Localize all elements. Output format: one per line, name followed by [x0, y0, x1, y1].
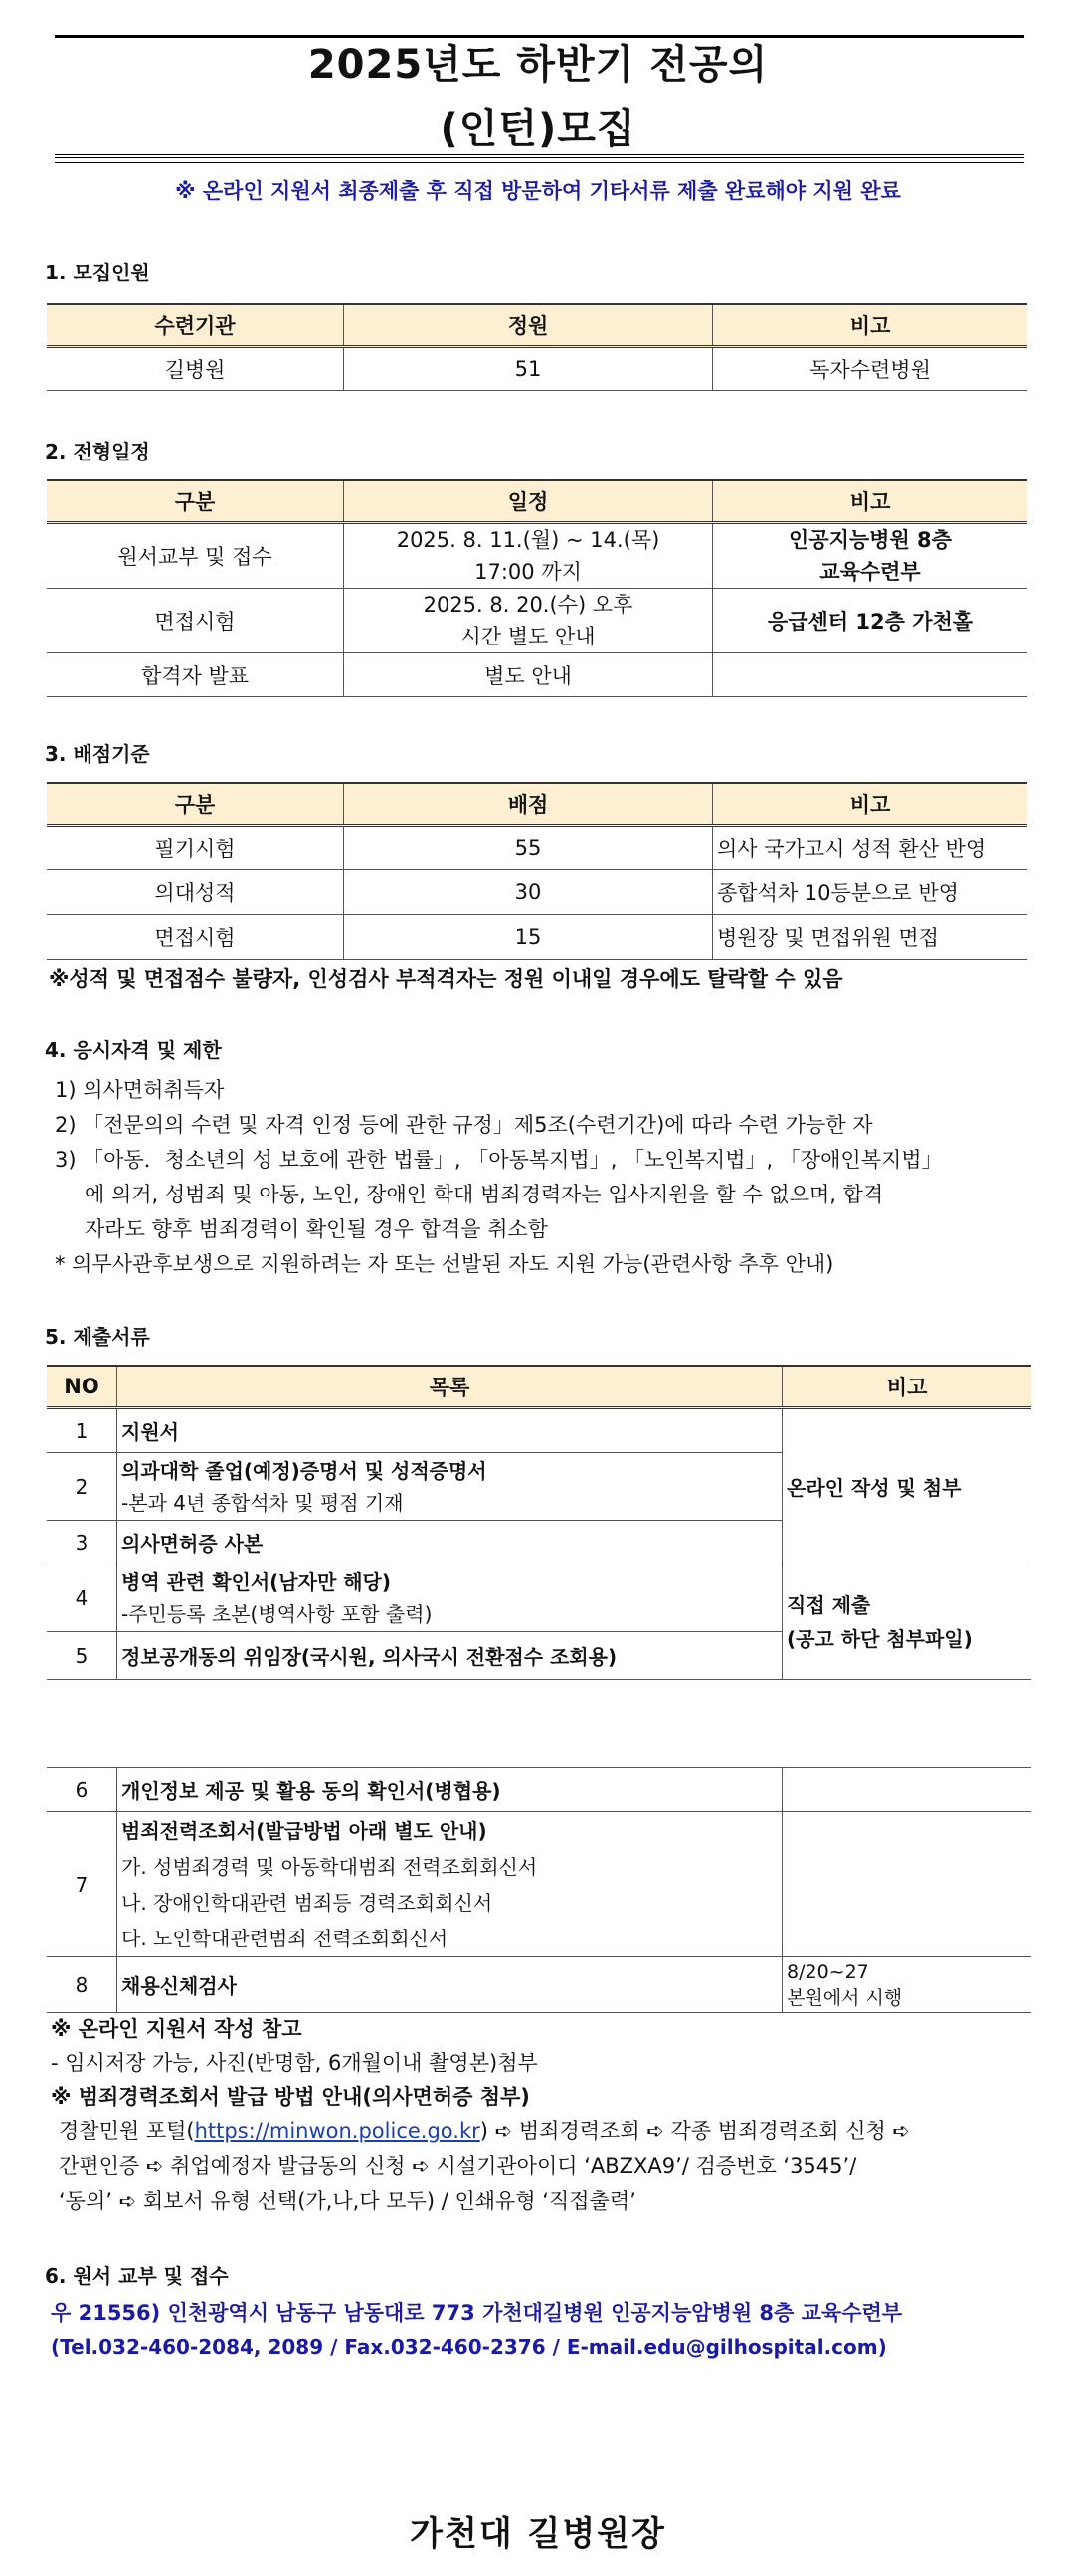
note-online: 온라인 작성 및 첨부 — [783, 1408, 1032, 1564]
cell — [783, 1768, 1032, 1812]
doc-item: 정보공개동의 위임장(국시원, 의사국시 전환점수 조회용) — [117, 1632, 783, 1680]
cell: 2025. 8. 11.(월) ~ 14.(목) 17:00 까지 — [344, 523, 713, 589]
cell: 병원장 및 면접위원 면접 — [713, 915, 1028, 960]
row-no: 2 — [47, 1453, 117, 1521]
qual-line: 에 의거, 성범죄 및 아동, 노인, 장애인 학대 범죄경력자는 입사지원을 할 수 없으며, 합격 — [85, 1183, 884, 1206]
doc-item: 병역 관련 확인서(남자만 해당) -주민등록 초본(병역사항 포함 출력) — [117, 1564, 783, 1632]
doc-item: 채용신체검사 — [117, 1957, 783, 2013]
score-table — [47, 782, 1027, 960]
criminal-record-step: 경찰민원 포털(https://minwon.police.go.kr) ➪ 범죄경력조회 ➪ 각종 범죄경력조회 신청 ➪ — [59, 2119, 911, 2143]
row-no: 3 — [47, 1521, 117, 1564]
recruit-table — [47, 303, 1027, 391]
col-header: 배점 — [344, 783, 713, 826]
doc-item: 의사면허증 사본 — [117, 1521, 783, 1564]
doc-item: 지원서 — [117, 1408, 783, 1453]
row-no: 5 — [47, 1632, 117, 1680]
section-4-heading: 4. 응시자격 및 제한 — [45, 1038, 222, 1062]
online-ref-title: ※ 온라인 지원서 작성 참고 — [51, 2017, 302, 2041]
cell — [713, 653, 1028, 697]
cell: 면접시험 — [47, 589, 344, 653]
section-2-heading: 2. 전형일정 — [45, 440, 150, 463]
qual-line: * 의무사관후보생으로 지원하려는 자 또는 선발된 자도 지원 가능(관련사항 추후 안내) — [55, 1252, 834, 1276]
doc-item: 의과대학 졸업(예정)증명서 및 성적증명서 -본과 4년 종합석차 및 평점 기재 — [117, 1453, 783, 1521]
cell: 51 — [344, 347, 713, 391]
doc-item: 개인정보 제공 및 활용 동의 확인서(병협용) — [117, 1768, 783, 1812]
col-header: 수련기관 — [47, 304, 344, 347]
title-bottom-rule — [55, 154, 1024, 163]
title-line-2: (인턴)모집 — [440, 106, 636, 152]
doc-item: 범죄전력조회서(발급방법 아래 별도 안내) 가. 성범죄경력 및 아동학대범죄 전력조회회신서 나. 장애인학대관련 범죄등 경력조회회신서 다. 노인학대관련범죄 전력조회회신서 — [117, 1812, 783, 1957]
criminal-record-title: ※ 범죄경력조회서 발급 방법 안내(의사면허증 첨부) — [51, 2085, 530, 2109]
cell: 의대성적 — [47, 870, 344, 915]
cell: 별도 안내 — [344, 653, 713, 697]
qual-line: 자라도 향후 범죄경력이 확인될 경우 합격을 취소함 — [85, 1217, 549, 1241]
schedule-table — [47, 479, 1027, 697]
cell: 필기시험 — [47, 826, 344, 870]
col-header: NO — [47, 1366, 117, 1408]
qual-line: 1) 의사면허취득자 — [55, 1078, 225, 1102]
cell — [783, 1812, 1032, 1957]
section-1-heading: 1. 모집인원 — [45, 261, 150, 284]
police-portal-link[interactable]: https://minwon.police.go.kr — [194, 2119, 480, 2143]
col-header: 비고 — [713, 304, 1028, 347]
section-3-heading: 3. 배점기준 — [45, 742, 150, 766]
cell: 15 — [344, 915, 713, 960]
contact: (Tel.032-460-2084, 2089 / Fax.032-460-2376 / E-mail.edu@gilhospital.com) — [51, 2335, 887, 2359]
cell: 응급센터 12층 가천홀 — [713, 589, 1028, 653]
col-header: 정원 — [344, 304, 713, 347]
score-note: ※성적 및 면접점수 불량자, 인성검사 부적격자는 정원 이내일 경우에도 탈락할 수 있음 — [49, 967, 843, 991]
col-header: 목록 — [117, 1366, 783, 1408]
cell: 종합석차 10등분으로 반영 — [713, 870, 1028, 915]
col-header: 일정 — [344, 480, 713, 523]
qual-line: 3) 「아동．청소년의 성 보호에 관한 법률」, 「아동복지법」, 「노인복지법」, 「장애인복지법」 — [55, 1148, 943, 1172]
criminal-record-step: 간편인증 ➪ 취업예정자 발급동의 신청 ➪ 시설기관아이디 ‘ABZXA9’/ 검증번호 ‘3545’/ — [59, 2154, 857, 2178]
cell: 면접시험 — [47, 915, 344, 960]
row-no: 7 — [47, 1812, 117, 1957]
address: 우 21556) 인천광역시 남동구 남동대로 773 가천대길병원 인공지능암병원 8층 교육수련부 — [51, 2301, 903, 2325]
documents-table — [47, 1365, 1031, 1680]
cell: 길병원 — [47, 347, 344, 391]
cell: 의사 국가고시 성적 환산 반영 — [713, 826, 1028, 870]
cell: 원서교부 및 접수 — [47, 523, 344, 589]
criminal-record-step: ‘동의’ ➪ 회보서 유형 선택(가,나,다 모두) / 인쇄유형 ‘직접출력’ — [59, 2189, 636, 2213]
issuer: 가천대 길병원장 — [410, 2514, 666, 2554]
note-direct: 직접 제출 (공고 하단 첨부파일) — [783, 1564, 1032, 1680]
cell: 55 — [344, 826, 713, 870]
cell: 합격자 발표 — [47, 653, 344, 697]
section-5-heading: 5. 제출서류 — [45, 1325, 150, 1349]
row-no: 6 — [47, 1768, 117, 1812]
col-header: 구분 — [47, 480, 344, 523]
col-header: 구분 — [47, 783, 344, 826]
qual-line: 2) 「전문의의 수련 및 자격 인정 등에 관한 규정」제5조(수련기간)에 따라 수련 가능한 자 — [55, 1113, 873, 1137]
row-no: 4 — [47, 1564, 117, 1632]
col-header: 비고 — [713, 783, 1028, 826]
cell: 30 — [344, 870, 713, 915]
cell: 인공지능병원 8층 교육수련부 — [713, 523, 1028, 589]
note-exam: 8/20~27 본원에서 시행 — [783, 1957, 1032, 2013]
cell: 2025. 8. 20.(수) 오후 시간 별도 안내 — [344, 589, 713, 653]
cell: 독자수련병원 — [713, 347, 1028, 391]
section-6-heading: 6. 원서 교부 및 접수 — [45, 2264, 229, 2288]
online-ref-line: - 임시저장 가능, 사진(반명함, 6개월이내 촬영본)첨부 — [51, 2051, 538, 2075]
title-line-1: 2025년도 하반기 전공의 — [307, 42, 769, 88]
row-no: 8 — [47, 1957, 117, 2013]
documents-table-cont — [47, 1767, 1031, 2013]
col-header: 비고 — [783, 1366, 1032, 1408]
row-no: 1 — [47, 1408, 117, 1453]
col-header: 비고 — [713, 480, 1028, 523]
notice: ※ 온라인 지원서 최종제출 후 직접 방문하여 기타서류 제출 완료해야 지원 완료 — [175, 179, 901, 203]
